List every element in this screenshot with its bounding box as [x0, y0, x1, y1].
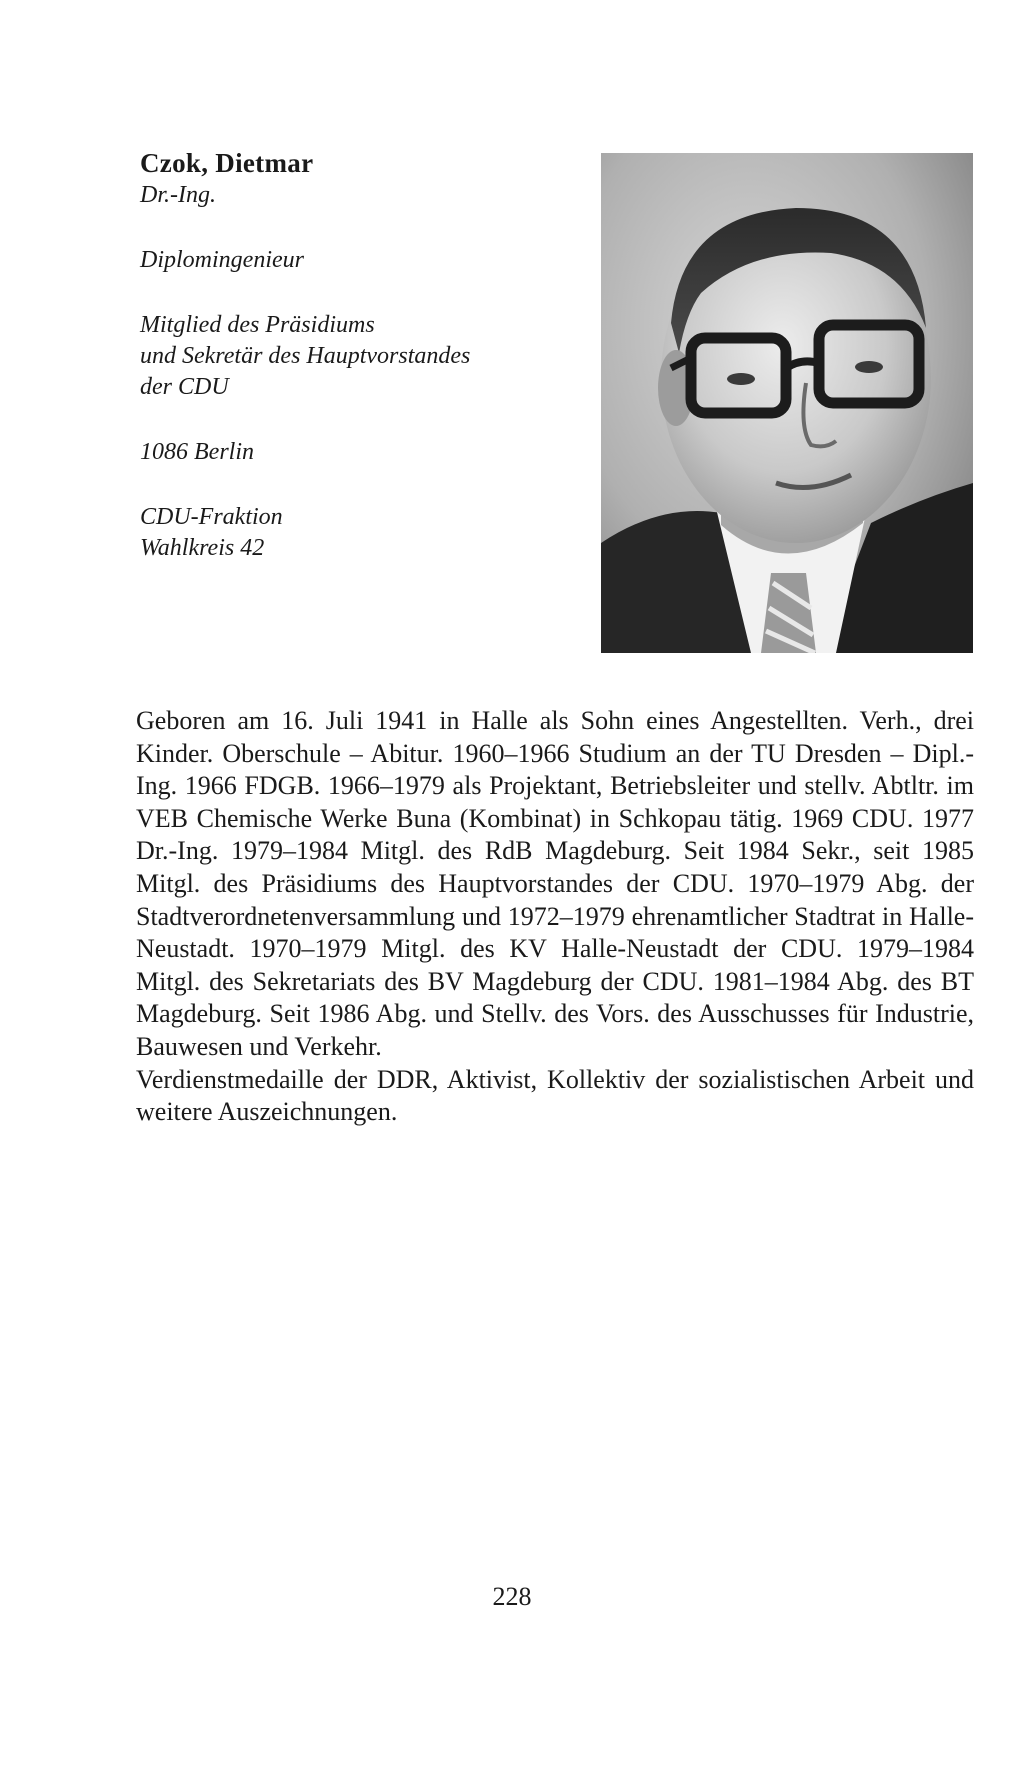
- location: 1086 Berlin: [140, 439, 254, 465]
- entry-header: [140, 146, 580, 564]
- faction: CDU-Fraktion: [140, 504, 283, 530]
- position-line-2: und Sekretär des Hauptvorstandes: [140, 343, 471, 369]
- profession: Diplomingenieur: [140, 247, 304, 273]
- portrait-icon: [601, 153, 973, 653]
- constituency: Wahlkreis 42: [140, 535, 265, 561]
- page-number: 228: [492, 1582, 532, 1611]
- biography-paragraph-2: Verdienstmedaille der DDR, Aktivist, Kollektiv der sozialistischen Arbeit und weitere Auszeichnungen.: [136, 1064, 974, 1127]
- position-line-1: Mitglied des Präsidiums: [140, 312, 375, 338]
- biography: [136, 705, 974, 1129]
- person-name: Czok, Dietmar: [140, 148, 314, 178]
- biography-paragraph-1: Geboren am 16. Juli 1941 in Halle als Sohn eines Angestellten. Verh., drei Kinder. Oberschule – Abitur. 1960–1966 Studium an der TU Dresden – Dipl.-Ing. 1966 FDGB. 1966–1979 als Projektant, Betriebsleiter und stellv. Abtltr. im VEB Chemische Werke Buna (Kombinat) in Schkopau tätig. 1969 CDU. 1977 Dr.-Ing. 1979–1984 Mitgl. des RdB Magdeburg. Seit 1984 Sekr., seit 1985 Mitgl. des Präsidiums des Hauptvorstandes der CDU. 1970–1979 Abg. der Stadtverordnetenversammlung und 1972–1979 ehrenamtlicher Stadtrat in Halle-Neustadt. 1970–1979 Mitgl. des KV Halle-Neustadt der CDU. 1979–1984 Mitgl. des Sekretariats des BV Magdeburg der CDU. 1981–1984 Abg. des BT Magdeburg. Seit 1986 Abg. und Stellv. des Vors. des Ausschusses für Industrie, Bauwesen und Verkehr.: [136, 706, 974, 1061]
- academic-title: Dr.-Ing.: [140, 182, 216, 208]
- position-line-3: der CDU: [140, 374, 229, 400]
- portrait-photo: [601, 153, 973, 653]
